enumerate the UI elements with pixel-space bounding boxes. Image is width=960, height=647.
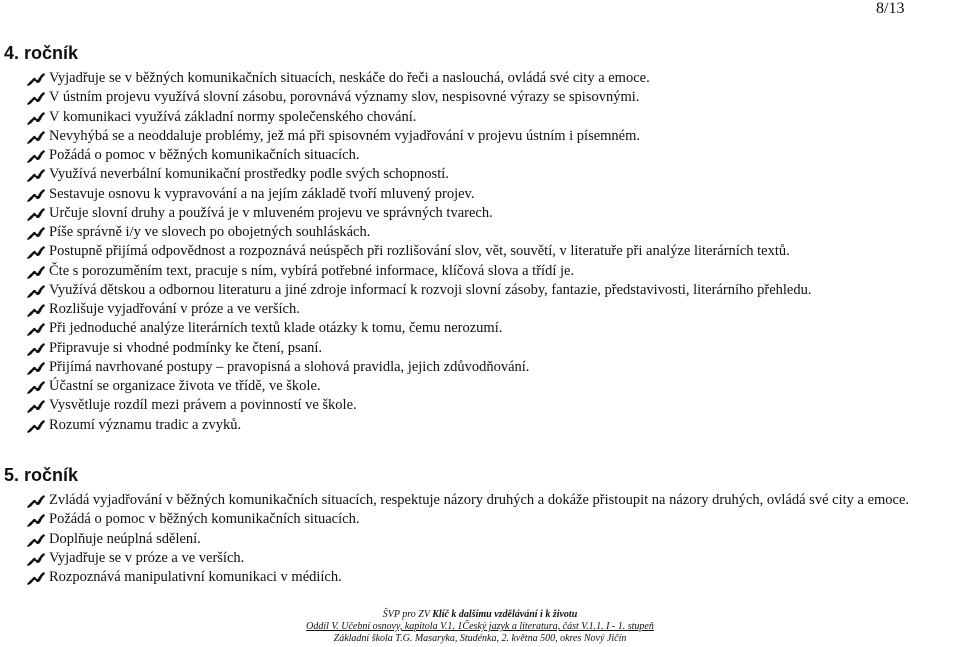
list-item <box>26 300 960 319</box>
pen-nib-icon <box>26 571 46 585</box>
pen-nib-icon <box>26 284 46 298</box>
pen-nib-icon <box>26 533 46 547</box>
list-item <box>26 319 960 338</box>
list-item <box>26 416 960 435</box>
footer-line-2: Oddíl V. Učební osnovy, kapitola V.1. 1Český jazyk a literatura, část V.1.1. I - 1. stupeň <box>306 621 654 632</box>
pen-nib-icon <box>26 513 46 527</box>
list-item <box>26 377 960 396</box>
pen-nib-icon <box>26 361 46 375</box>
pen-nib-icon <box>26 322 46 336</box>
list-item <box>26 108 960 127</box>
list-item-text: Sestavuje osnovu k vypravování a na jejím základě tvoří mluvený projev. <box>49 185 475 202</box>
list-item-text: Píše správně i/y ve slovech po obojetných souhláskách. <box>49 224 371 240</box>
list-item <box>26 549 960 568</box>
list-item <box>26 146 960 165</box>
list-item-text: Určuje slovní druhy a používá je v mluveném projevu ve správných tvarech. <box>49 204 493 221</box>
list-item-text: Zvládá vyjadřování v běžných komunikačních situacích, respektuje názory druhých a dokáže přistoupit na názory druhých, ovládá své city a emoce. <box>49 492 910 508</box>
list-item-text: Účastní se organizace života ve třídě, ve škole. <box>49 378 321 394</box>
pen-nib-icon <box>26 130 46 144</box>
section-heading-5: 5. ročník <box>4 465 79 485</box>
pen-nib-icon <box>26 168 46 182</box>
list-item-text: Využívá dětskou a odbornou literaturu a jiné zdroje informací k rozvoji slovní zásoby, fantazie, představivosti, literárního přehledu. <box>49 281 812 298</box>
pen-nib-icon <box>26 399 46 413</box>
pen-nib-icon <box>26 342 46 356</box>
list-item-text: Využívá neverbální komunikační prostředky podle svých schopností. <box>49 166 449 183</box>
list-item-text: V ústním projevu využívá slovní zásobu, porovnává významy slov, nespisovné výrazy se spisovnými. <box>49 89 640 106</box>
list-5 <box>26 491 960 587</box>
list-item-text: Vyjadřuje se v próze a ve verších. <box>49 549 245 566</box>
footer-line-1 <box>0 609 960 621</box>
list-item-text: Doplňuje neúplná sdělení. <box>49 530 201 547</box>
list-item-text: Nevyhýbá se a neoddaluje problémy, jež má při spisovném vyjadřování v projevu ústním i písemném. <box>49 127 641 144</box>
list-item <box>26 281 960 300</box>
list-item <box>26 223 960 242</box>
list-item-text: Čte s porozuměním text, pracuje s ním, vybírá potřebné informace, klíčová slova a třídí je. <box>49 262 575 279</box>
pen-nib-icon <box>26 265 46 279</box>
list-item-text: Rozumí významu tradic a zvyků. <box>49 416 242 433</box>
pen-nib-icon <box>26 245 46 259</box>
list-item-text: Připravuje si vhodné podmínky ke čtení, psaní. <box>49 339 323 356</box>
pen-nib-icon <box>26 419 46 433</box>
pen-nib-icon <box>26 91 46 105</box>
list-item <box>26 491 960 510</box>
list-item-text: V komunikaci využívá základní normy společenského chování. <box>49 108 417 125</box>
pen-nib-icon <box>26 303 46 317</box>
list-item <box>26 358 960 377</box>
page-number: 8/13 <box>876 0 905 17</box>
pen-nib-icon <box>26 188 46 202</box>
list-4 <box>26 69 960 435</box>
list-item-text: Vyjadřuje se v běžných komunikačních situacích, neskáče do řeči a naslouchá, ovládá své city a emoce. <box>49 70 650 86</box>
list-item <box>26 69 960 88</box>
list-item <box>26 396 960 415</box>
pen-nib-icon <box>26 149 46 163</box>
list-item-text: Při jednoduché analýze literárních textů klade otázky k tomu, čemu nerozumí. <box>49 320 503 337</box>
list-item <box>26 568 960 587</box>
list-item-text: Vysvětluje rozdíl mezi právem a povinností ve škole. <box>49 397 357 414</box>
footer-title: Klíč k dalšímu vzdělávání i k životu <box>432 609 578 620</box>
list-item <box>26 262 960 281</box>
list-item-text: Postupně přijímá odpovědnost a rozpoznává neúspěch při rozlišování slov, vět, souvětí, v literatuře při analýze literárních textů. <box>49 243 790 260</box>
pen-nib-icon <box>26 111 46 125</box>
pen-nib-icon <box>26 380 46 394</box>
pen-nib-icon <box>26 72 46 86</box>
list-item-text: Rozpoznává manipulativní komunikaci v médiích. <box>49 569 342 585</box>
footer-prefix: ŠVP pro ZV <box>382 609 433 620</box>
list-item <box>26 510 960 529</box>
list-item-text: Požádá o pomoc v běžných komunikačních situacích. <box>49 511 360 528</box>
list-item <box>26 127 960 146</box>
pen-nib-icon <box>26 207 46 221</box>
list-item <box>26 339 960 358</box>
footer <box>0 609 960 645</box>
list-item <box>26 88 960 107</box>
list-item-text: Rozlišuje vyjadřování v próze a ve verších. <box>49 301 300 317</box>
list-item <box>26 530 960 549</box>
pen-nib-icon <box>26 226 46 240</box>
list-item-text: Požádá o pomoc v běžných komunikačních situacích. <box>49 147 360 163</box>
pen-nib-icon <box>26 552 46 566</box>
section-heading-4: 4. ročník <box>4 43 79 63</box>
pen-nib-icon <box>26 494 46 508</box>
list-item <box>26 185 960 204</box>
list-item <box>26 165 960 184</box>
list-item <box>26 204 960 223</box>
list-item <box>26 242 960 261</box>
list-item-text: Přijímá navrhované postupy – pravopisná a slohová pravidla, jejich zdůvodňování. <box>49 358 530 375</box>
footer-line-3: Základní škola T.G. Masaryka, Studénka, 2. května 500, okres Nový Jičín <box>333 633 627 644</box>
